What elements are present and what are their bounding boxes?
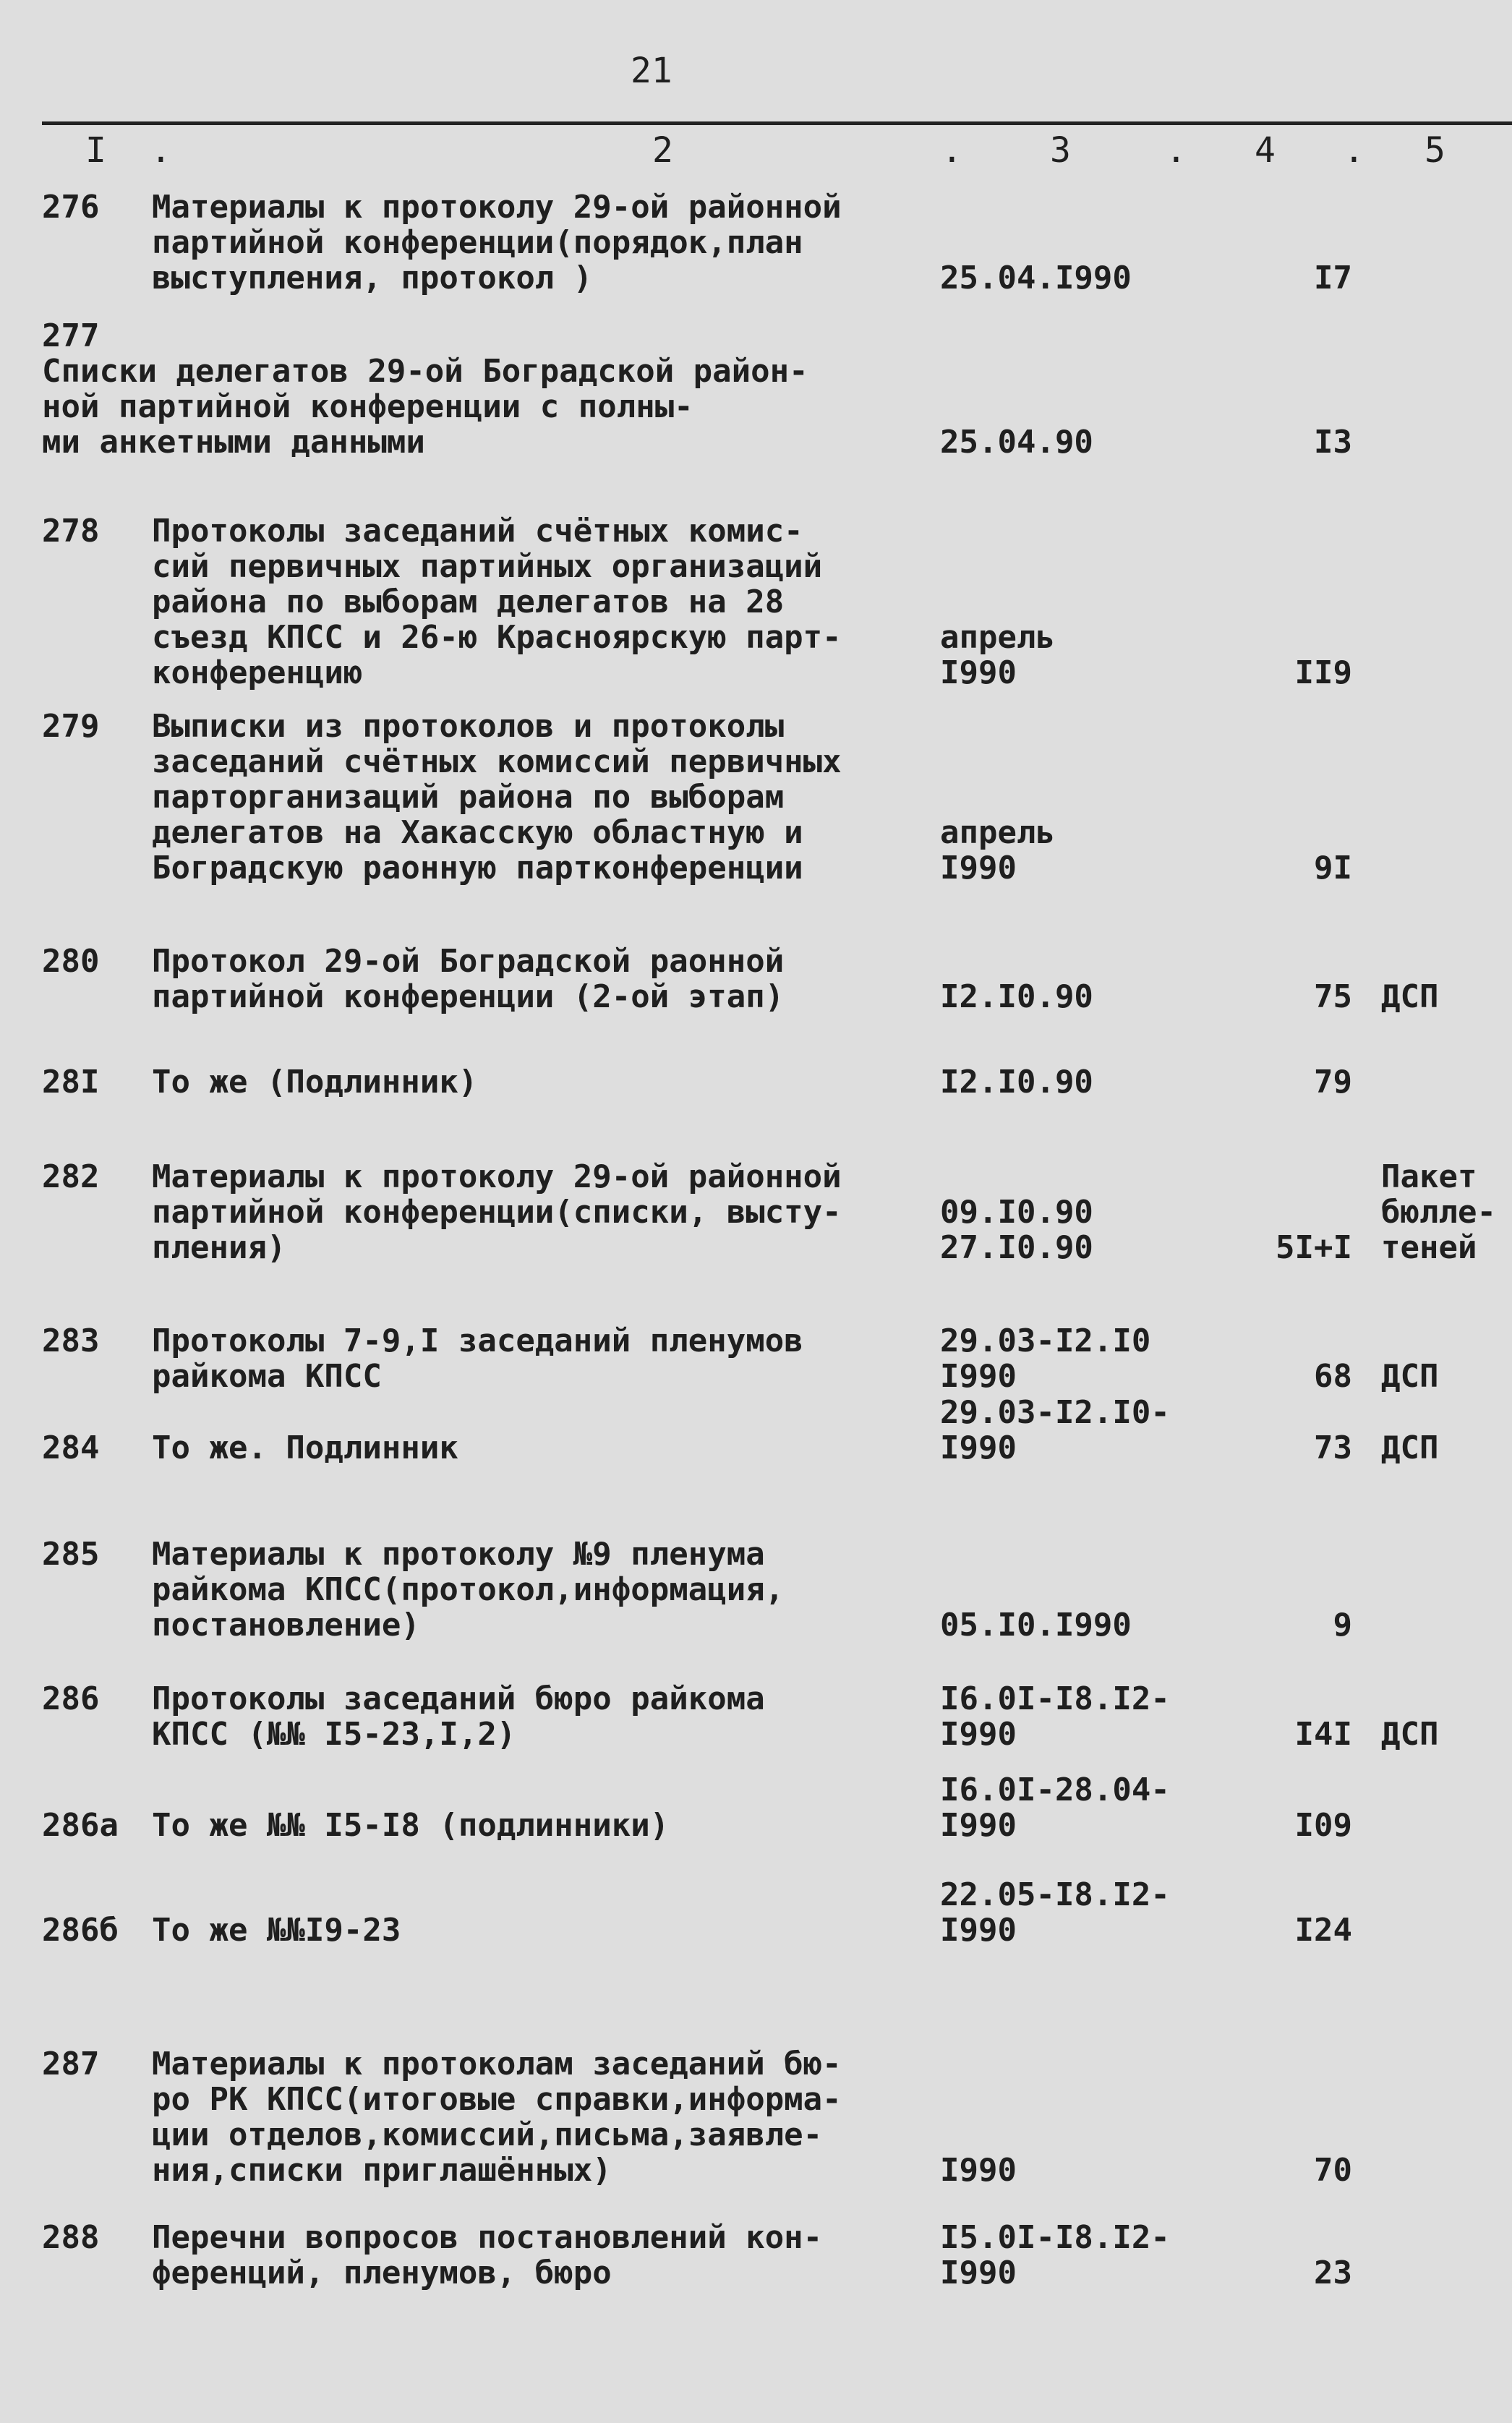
entry-title-line: Материалы к протоколу №9 пленума bbox=[152, 1536, 765, 1573]
entry-sheet-count: I09 bbox=[1294, 1807, 1352, 1844]
entry-date-line: I990 bbox=[940, 1358, 1017, 1395]
entry-title bbox=[152, 1323, 803, 1394]
entry-note-line: бюлле- bbox=[1381, 1194, 1496, 1231]
column-header-separator: . bbox=[941, 130, 962, 171]
entry-number: 286а bbox=[42, 1807, 119, 1844]
entry-title bbox=[152, 944, 784, 1014]
entry-date bbox=[940, 620, 1055, 691]
entry-date-line: 29.03-I2.I0 bbox=[940, 1322, 1151, 1359]
entry-number: 287 bbox=[42, 2046, 100, 2082]
entry-sheet-count: I7 bbox=[1314, 260, 1352, 296]
header-rule bbox=[42, 121, 1512, 125]
entry-title bbox=[152, 513, 842, 691]
entry-title-line: заседаний счётных комиссий первичных bbox=[152, 743, 842, 780]
entry-title-line: То же №№ I5-I8 (подлинники) bbox=[152, 1807, 670, 1844]
entry-sheet-count: 9I bbox=[1314, 850, 1352, 886]
entry-title bbox=[152, 189, 842, 296]
entry-date bbox=[940, 1323, 1150, 1394]
entry-number: 282 bbox=[42, 1158, 100, 1195]
entry-title-line: Материалы к протоколу 29-ой районной bbox=[152, 1158, 842, 1195]
entry-title bbox=[152, 2046, 842, 2188]
column-header-3: 3 bbox=[1050, 130, 1071, 171]
entry-date-line: I6.0I-28.04- bbox=[940, 1772, 1170, 1808]
entry-date-line: I2.I0.90 bbox=[940, 1064, 1093, 1101]
entry-date-line: I990 bbox=[940, 1912, 1017, 1949]
entry-title-line: КПСС (№№ I5-23,I,2) bbox=[152, 1716, 516, 1753]
entry-title bbox=[152, 709, 842, 886]
entry-title-line: Перечни вопросов постановлений кон- bbox=[152, 2219, 823, 2256]
entry-date bbox=[940, 1395, 1170, 1466]
entry-sheet-count: 73 bbox=[1314, 1430, 1352, 1466]
entry-title-line: ния,списки приглашённых) bbox=[152, 2152, 612, 2189]
entry-date-line: 27.I0.90 bbox=[940, 1229, 1093, 1266]
entry-title-line: пления) bbox=[152, 1229, 286, 1266]
entry-sheet-count: 68 bbox=[1314, 1358, 1352, 1395]
entry-title-line: партийной конференции(списки, высту- bbox=[152, 1194, 842, 1231]
entry-note-line: теней bbox=[1381, 1229, 1477, 1266]
entry-sheet-count: I3 bbox=[1314, 424, 1352, 461]
entry-date bbox=[940, 979, 1093, 1014]
entry-title bbox=[152, 2220, 822, 2291]
entry-date bbox=[940, 2153, 1017, 2188]
entry-note bbox=[1381, 1430, 1438, 1466]
entry-title-line: конференцию bbox=[152, 654, 363, 691]
entry-title bbox=[152, 1913, 401, 1948]
entry-title-line: ции отделов,комиссий,письма,заявле- bbox=[152, 2116, 823, 2153]
entry-title-line: Материалы к протоколу 29-ой районной bbox=[152, 189, 842, 226]
entry-title-line: ми анкетными данными bbox=[42, 424, 425, 461]
entry-title bbox=[152, 1430, 458, 1466]
entry-title-line: партийной конференции(порядок,план bbox=[152, 224, 803, 261]
entry-date bbox=[940, 1772, 1170, 1843]
entry-sheet-count: 79 bbox=[1314, 1064, 1352, 1101]
entry-date-line: 25.04.I990 bbox=[940, 260, 1132, 296]
column-header-separator: . bbox=[1166, 130, 1187, 171]
entry-date bbox=[940, 1877, 1170, 1948]
entry-date-line: I990 bbox=[940, 1716, 1017, 1753]
entry-number: 283 bbox=[42, 1322, 100, 1359]
entry-title-line: То же. Подлинник bbox=[152, 1430, 458, 1466]
entry-note-line: ДСП bbox=[1381, 1716, 1439, 1753]
entry-number: 286 bbox=[42, 1680, 100, 1717]
entry-title-line: партийной конференции (2-ой этап) bbox=[152, 978, 785, 1015]
entry-title-line: ро РК КПСС(итоговые справки,информа- bbox=[152, 2081, 842, 2118]
entry-note bbox=[1381, 1159, 1496, 1265]
entry-sheet-count: II9 bbox=[1294, 654, 1352, 691]
entry-title bbox=[152, 1681, 765, 1752]
entry-title-line: постановление) bbox=[152, 1607, 420, 1644]
entry-title-line: Боградскую раонную партконференции bbox=[152, 850, 803, 886]
column-header-2: 2 bbox=[652, 130, 673, 171]
entry-note-line: ДСП bbox=[1381, 1358, 1439, 1395]
entry-title bbox=[152, 1808, 669, 1843]
entry-date-line: I990 bbox=[940, 1430, 1017, 1466]
entry-title bbox=[152, 1537, 784, 1643]
entry-number: 279 bbox=[42, 708, 100, 745]
entry-number: 288 bbox=[42, 2219, 100, 2256]
entry-note-line: ДСП bbox=[1381, 1430, 1439, 1466]
entry-title-line: съезд КПСС и 26-ю Красноярскую парт- bbox=[152, 619, 842, 656]
entry-sheet-count: 23 bbox=[1314, 2255, 1352, 2291]
entry-date bbox=[940, 1681, 1170, 1752]
entry-date bbox=[940, 815, 1055, 886]
entry-date-line: 09.I0.90 bbox=[940, 1194, 1093, 1231]
entry-sheet-count: I24 bbox=[1294, 1912, 1352, 1949]
entry-title-line: То же (Подлинник) bbox=[152, 1064, 478, 1101]
entry-title bbox=[152, 1159, 842, 1265]
entry-title-line: выступления, протокол ) bbox=[152, 260, 593, 296]
entry-date bbox=[940, 1064, 1093, 1100]
column-header-4: 4 bbox=[1255, 130, 1276, 171]
column-header-separator: . bbox=[1344, 130, 1364, 171]
entry-date-line: I990 bbox=[940, 2255, 1017, 2291]
entry-date-line: I5.0I-I8.I2- bbox=[940, 2219, 1170, 2256]
entry-date-line: 29.03-I2.I0- bbox=[940, 1394, 1170, 1431]
entry-number: 278 bbox=[42, 513, 100, 550]
entry-number: 28I bbox=[42, 1064, 100, 1101]
entry-note bbox=[1381, 1359, 1438, 1394]
entry-title-line: Протоколы заседаний бюро райкома bbox=[152, 1680, 765, 1717]
entry-title bbox=[152, 1064, 477, 1100]
entry-title-line: ной партийной конференции с полны- bbox=[42, 388, 693, 425]
entry-number: 284 bbox=[42, 1430, 100, 1466]
column-header-5: 5 bbox=[1425, 130, 1445, 171]
entry-sheet-count: 75 bbox=[1314, 978, 1352, 1015]
entry-title-line: Протокол 29-ой Боградской раонной bbox=[152, 943, 785, 980]
entry-sheet-count: 9 bbox=[1333, 1607, 1352, 1644]
entry-sheet-count: 5I+I bbox=[1276, 1229, 1352, 1266]
entry-date-line: апрель bbox=[940, 619, 1055, 656]
entry-number: 277 bbox=[42, 317, 100, 354]
entry-title-line: Протоколы заседаний счётных комис- bbox=[152, 513, 803, 550]
entry-date-line: I990 bbox=[940, 1807, 1017, 1844]
entry-date bbox=[940, 260, 1132, 296]
entry-sheet-count: I4I bbox=[1294, 1716, 1352, 1753]
entry-note-line: ДСП bbox=[1381, 978, 1439, 1015]
entry-title-line: сий первичных партийных организаций bbox=[152, 548, 823, 585]
column-header-separator: . bbox=[150, 130, 171, 171]
column-header-1: I bbox=[85, 130, 106, 171]
entry-date-line: 25.04.90 bbox=[940, 424, 1093, 461]
entry-date-line: I990 bbox=[940, 850, 1017, 886]
entry-number: 280 bbox=[42, 943, 100, 980]
entry-title-line: Протоколы 7-9,I заседаний пленумов bbox=[152, 1322, 803, 1359]
entry-sheet-count: 70 bbox=[1314, 2152, 1352, 2189]
entry-date-line: I990 bbox=[940, 2152, 1017, 2189]
entry-date-line: I6.0I-I8.I2- bbox=[940, 1680, 1170, 1717]
entry-title-line: парторганизаций района по выборам bbox=[152, 779, 785, 816]
entry-date-line: I990 bbox=[940, 654, 1017, 691]
entry-date-line: I2.I0.90 bbox=[940, 978, 1093, 1015]
entry-title-line: делегатов на Хакасскую областную и bbox=[152, 814, 803, 851]
page-number: 21 bbox=[631, 51, 672, 91]
entry-title-line: района по выборам делегатов на 28 bbox=[152, 584, 785, 620]
entry-date bbox=[940, 1195, 1093, 1265]
entry-number: 276 bbox=[42, 189, 100, 226]
entry-date-line: 05.I0.I990 bbox=[940, 1607, 1132, 1644]
entry-title-line: райкома КПСС(протокол,информация, bbox=[152, 1571, 785, 1608]
entry-number: 286б bbox=[42, 1912, 119, 1949]
entry-title-line: ференций, пленумов, бюро bbox=[152, 2255, 612, 2291]
entry-date bbox=[940, 424, 1093, 460]
entry-date bbox=[940, 2220, 1170, 2291]
entry-title-line: Материалы к протоколам заседаний бю- bbox=[152, 2046, 842, 2082]
entry-title-line: райкома КПСС bbox=[152, 1358, 382, 1395]
entry-note-line: Пакет bbox=[1381, 1158, 1477, 1195]
entry-date bbox=[940, 1607, 1132, 1643]
entry-note bbox=[1381, 979, 1438, 1014]
entry-date-line: 22.05-I8.I2- bbox=[940, 1876, 1170, 1913]
entry-number: 285 bbox=[42, 1536, 100, 1573]
entry-title-line: Списки делегатов 29-ой Боградской район- bbox=[42, 353, 808, 390]
entry-title bbox=[42, 354, 808, 460]
entry-title-line: Выписки из протоколов и протоколы bbox=[152, 708, 785, 745]
entry-title-line: То же №№I9-23 bbox=[152, 1912, 401, 1949]
entry-note bbox=[1381, 1717, 1438, 1752]
entry-date-line: апрель bbox=[940, 814, 1055, 851]
